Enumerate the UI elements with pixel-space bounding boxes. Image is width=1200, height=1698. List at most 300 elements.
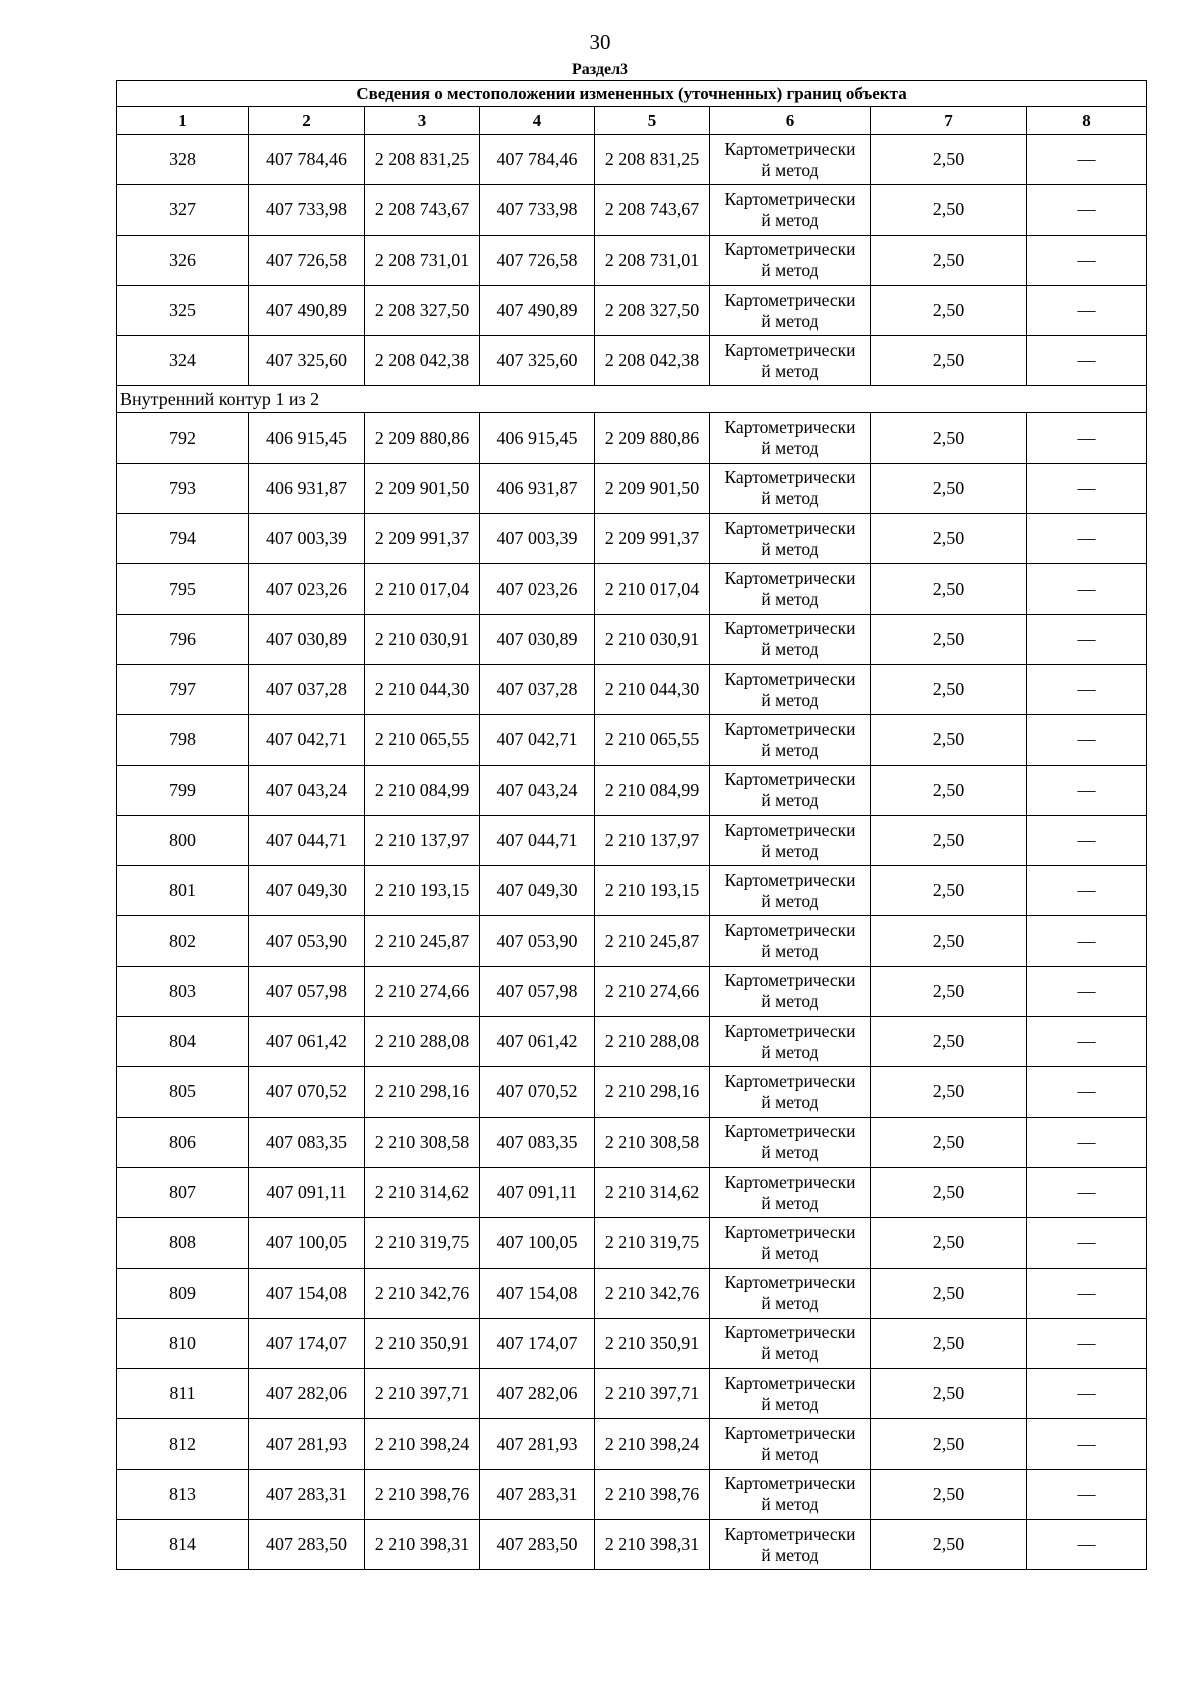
table-row [117, 185, 1147, 235]
x-new-cell: 407 100,05 [480, 1218, 595, 1268]
method-cell [710, 413, 871, 463]
method-cell [710, 135, 871, 185]
y-new-cell: 2 210 274,66 [595, 966, 710, 1016]
method-cell [710, 614, 871, 664]
x-new-cell: 407 490,89 [480, 285, 595, 335]
method-line-1: Картометрически [724, 1020, 856, 1041]
point-number-cell: 807 [117, 1167, 249, 1217]
method-cell [710, 1218, 871, 1268]
description-cell: — [1027, 1268, 1147, 1318]
method-line-2: й метод [761, 991, 819, 1012]
y-new-cell: 2 208 731,01 [595, 235, 710, 285]
point-number-cell: 804 [117, 1017, 249, 1067]
accuracy-cell: 2,50 [871, 413, 1027, 463]
table-row [117, 1520, 1147, 1570]
point-number-cell: 810 [117, 1318, 249, 1368]
table-body [117, 135, 1147, 1570]
method-line-1: Картометрически [724, 417, 856, 438]
x-existing-cell: 407 044,71 [249, 815, 365, 865]
description-cell: — [1027, 1419, 1147, 1469]
point-number-cell: 803 [117, 966, 249, 1016]
description-cell: — [1027, 1318, 1147, 1368]
method-line-1: Картометрически [724, 1070, 856, 1091]
y-new-cell: 2 210 065,55 [595, 715, 710, 765]
accuracy-cell: 2,50 [871, 1369, 1027, 1419]
method-line-2: й метод [761, 310, 819, 331]
table-row [117, 463, 1147, 513]
description-cell: — [1027, 1117, 1147, 1167]
point-number-cell: 806 [117, 1117, 249, 1167]
y-new-cell: 2 208 831,25 [595, 135, 710, 185]
x-new-cell: 406 915,45 [480, 413, 595, 463]
point-number-cell: 800 [117, 815, 249, 865]
method-line-1: Картометрически [724, 869, 856, 890]
method-cell [710, 285, 871, 335]
accuracy-cell: 2,50 [871, 1117, 1027, 1167]
description-cell: — [1027, 815, 1147, 865]
accuracy-cell: 2,50 [871, 815, 1027, 865]
y-new-cell: 2 210 397,71 [595, 1369, 710, 1419]
y-existing-cell: 2 210 044,30 [365, 664, 480, 714]
method-line-1: Картометрически [724, 1423, 856, 1444]
x-new-cell: 407 037,28 [480, 664, 595, 714]
method-cell [710, 916, 871, 966]
x-existing-cell: 407 490,89 [249, 285, 365, 335]
method-line-2: й метод [761, 1142, 819, 1163]
y-new-cell: 2 209 901,50 [595, 463, 710, 513]
x-new-cell: 407 023,26 [480, 564, 595, 614]
y-new-cell: 2 210 193,15 [595, 866, 710, 916]
method-line-2: й метод [761, 890, 819, 911]
point-number-cell: 809 [117, 1268, 249, 1318]
table-row [117, 1017, 1147, 1067]
column-number-1: 1 [117, 107, 249, 135]
accuracy-cell: 2,50 [871, 564, 1027, 614]
description-cell: — [1027, 1167, 1147, 1217]
method-line-2: й метод [761, 739, 819, 760]
x-existing-cell: 407 282,06 [249, 1369, 365, 1419]
method-line-2: й метод [761, 488, 819, 509]
y-existing-cell: 2 210 342,76 [365, 1268, 480, 1318]
point-number-cell: 794 [117, 514, 249, 564]
y-new-cell: 2 210 308,58 [595, 1117, 710, 1167]
x-existing-cell: 407 733,98 [249, 185, 365, 235]
description-cell: — [1027, 1067, 1147, 1117]
table-row [117, 765, 1147, 815]
table-caption: Сведения о местоположении измененных (уточненных) границ объекта [117, 81, 1147, 107]
method-line-2: й метод [761, 438, 819, 459]
accuracy-cell: 2,50 [871, 1520, 1027, 1570]
accuracy-cell: 2,50 [871, 1469, 1027, 1519]
table-row [117, 1117, 1147, 1167]
accuracy-cell: 2,50 [871, 1218, 1027, 1268]
x-new-cell: 407 061,42 [480, 1017, 595, 1067]
point-number-cell: 799 [117, 765, 249, 815]
x-new-cell: 407 784,46 [480, 135, 595, 185]
column-number-3: 3 [365, 107, 480, 135]
method-cell [710, 1520, 871, 1570]
table-row [117, 1218, 1147, 1268]
y-existing-cell: 2 210 030,91 [365, 614, 480, 664]
point-number-cell: 812 [117, 1419, 249, 1469]
x-new-cell: 407 283,50 [480, 1520, 595, 1570]
method-cell [710, 815, 871, 865]
method-line-1: Картометрически [724, 1171, 856, 1192]
table-row [117, 1469, 1147, 1519]
description-cell: — [1027, 463, 1147, 513]
y-existing-cell: 2 210 398,24 [365, 1419, 480, 1469]
method-line-2: й метод [761, 1192, 819, 1213]
y-new-cell: 2 210 342,76 [595, 1268, 710, 1318]
method-line-1: Картометрически [724, 517, 856, 538]
x-new-cell: 407 053,90 [480, 916, 595, 966]
method-cell [710, 1117, 871, 1167]
method-cell [710, 765, 871, 815]
method-line-1: Картометрически [724, 1473, 856, 1494]
y-existing-cell: 2 210 319,75 [365, 1218, 480, 1268]
accuracy-cell: 2,50 [871, 185, 1027, 235]
method-line-2: й метод [761, 941, 819, 962]
table-row [117, 715, 1147, 765]
x-existing-cell: 407 283,31 [249, 1469, 365, 1519]
method-line-1: Картометрически [724, 1322, 856, 1343]
y-new-cell: 2 210 288,08 [595, 1017, 710, 1067]
x-existing-cell: 407 061,42 [249, 1017, 365, 1067]
method-line-2: й метод [761, 790, 819, 811]
accuracy-cell: 2,50 [871, 765, 1027, 815]
x-existing-cell: 407 281,93 [249, 1419, 365, 1469]
table-row [117, 1268, 1147, 1318]
method-cell [710, 1067, 871, 1117]
method-line-1: Картометрически [724, 819, 856, 840]
point-number-cell: 795 [117, 564, 249, 614]
x-new-cell: 406 931,87 [480, 463, 595, 513]
method-cell [710, 1167, 871, 1217]
point-number-cell: 801 [117, 866, 249, 916]
description-cell: — [1027, 866, 1147, 916]
description-cell: — [1027, 966, 1147, 1016]
description-cell: — [1027, 413, 1147, 463]
table-row [117, 413, 1147, 463]
method-line-2: й метод [761, 360, 819, 381]
x-existing-cell: 407 049,30 [249, 866, 365, 916]
y-existing-cell: 2 210 193,15 [365, 866, 480, 916]
method-line-1: Картометрически [724, 920, 856, 941]
method-cell [710, 866, 871, 916]
x-existing-cell: 407 003,39 [249, 514, 365, 564]
accuracy-cell: 2,50 [871, 463, 1027, 513]
x-existing-cell: 407 174,07 [249, 1318, 365, 1368]
method-cell [710, 1268, 871, 1318]
column-number-5: 5 [595, 107, 710, 135]
y-existing-cell: 2 210 245,87 [365, 916, 480, 966]
method-cell [710, 463, 871, 513]
contour-label: Внутренний контур 1 из 2 [117, 386, 1147, 413]
method-line-2: й метод [761, 1544, 819, 1565]
method-line-1: Картометрически [724, 618, 856, 639]
method-cell [710, 564, 871, 614]
x-existing-cell: 407 154,08 [249, 1268, 365, 1318]
point-number-cell: 324 [117, 336, 249, 386]
x-new-cell: 407 003,39 [480, 514, 595, 564]
y-existing-cell: 2 210 084,99 [365, 765, 480, 815]
method-line-2: й метод [761, 209, 819, 230]
y-new-cell: 2 210 398,31 [595, 1520, 710, 1570]
method-cell [710, 1017, 871, 1067]
method-cell [710, 1419, 871, 1469]
boundary-coordinates-table [116, 80, 1147, 1570]
table-row [117, 135, 1147, 185]
point-number-cell: 802 [117, 916, 249, 966]
column-number-2: 2 [249, 107, 365, 135]
y-new-cell: 2 208 327,50 [595, 285, 710, 335]
description-cell: — [1027, 1469, 1147, 1519]
accuracy-cell: 2,50 [871, 614, 1027, 664]
x-existing-cell: 407 726,58 [249, 235, 365, 285]
method-cell [710, 185, 871, 235]
method-line-2: й метод [761, 1444, 819, 1465]
x-existing-cell: 407 030,89 [249, 614, 365, 664]
y-new-cell: 2 209 991,37 [595, 514, 710, 564]
method-line-2: й метод [761, 1091, 819, 1112]
method-cell [710, 514, 871, 564]
accuracy-cell: 2,50 [871, 1419, 1027, 1469]
table-row [117, 916, 1147, 966]
section-title: Раздел3 [571, 61, 629, 78]
y-existing-cell: 2 210 274,66 [365, 966, 480, 1016]
x-new-cell: 407 091,11 [480, 1167, 595, 1217]
accuracy-cell: 2,50 [871, 135, 1027, 185]
method-line-2: й метод [761, 840, 819, 861]
description-cell: — [1027, 135, 1147, 185]
table-row [117, 564, 1147, 614]
accuracy-cell: 2,50 [871, 1017, 1027, 1067]
y-existing-cell: 2 210 017,04 [365, 564, 480, 614]
table-row [117, 235, 1147, 285]
y-existing-cell: 2 208 731,01 [365, 235, 480, 285]
point-number-cell: 326 [117, 235, 249, 285]
description-cell: — [1027, 916, 1147, 966]
y-existing-cell: 2 210 398,76 [365, 1469, 480, 1519]
y-existing-cell: 2 208 042,38 [365, 336, 480, 386]
point-number-cell: 813 [117, 1469, 249, 1519]
method-line-2: й метод [761, 1343, 819, 1364]
x-existing-cell: 407 091,11 [249, 1167, 365, 1217]
point-number-cell: 325 [117, 285, 249, 335]
accuracy-cell: 2,50 [871, 514, 1027, 564]
description-cell: — [1027, 185, 1147, 235]
method-line-1: Картометрически [724, 239, 856, 260]
y-new-cell: 2 210 314,62 [595, 1167, 710, 1217]
table-row [117, 614, 1147, 664]
column-number-7: 7 [871, 107, 1027, 135]
method-line-1: Картометрически [724, 339, 856, 360]
accuracy-cell: 2,50 [871, 866, 1027, 916]
y-existing-cell: 2 210 065,55 [365, 715, 480, 765]
y-existing-cell: 2 210 397,71 [365, 1369, 480, 1419]
method-line-1: Картометрически [724, 467, 856, 488]
y-existing-cell: 2 210 398,31 [365, 1520, 480, 1570]
x-new-cell: 407 043,24 [480, 765, 595, 815]
table-row [117, 1419, 1147, 1469]
point-number-cell: 793 [117, 463, 249, 513]
method-cell [710, 336, 871, 386]
method-line-1: Картометрически [724, 718, 856, 739]
point-number-cell: 796 [117, 614, 249, 664]
x-new-cell: 407 030,89 [480, 614, 595, 664]
y-existing-cell: 2 208 743,67 [365, 185, 480, 235]
description-cell: — [1027, 514, 1147, 564]
point-number-cell: 328 [117, 135, 249, 185]
y-new-cell: 2 210 298,16 [595, 1067, 710, 1117]
x-existing-cell: 407 070,52 [249, 1067, 365, 1117]
description-cell: — [1027, 614, 1147, 664]
y-new-cell: 2 210 245,87 [595, 916, 710, 966]
x-new-cell: 407 044,71 [480, 815, 595, 865]
y-new-cell: 2 210 084,99 [595, 765, 710, 815]
y-existing-cell: 2 210 298,16 [365, 1067, 480, 1117]
method-line-2: й метод [761, 689, 819, 710]
y-new-cell: 2 210 044,30 [595, 664, 710, 714]
x-new-cell: 407 726,58 [480, 235, 595, 285]
description-cell: — [1027, 235, 1147, 285]
x-new-cell: 407 070,52 [480, 1067, 595, 1117]
table-row [117, 514, 1147, 564]
method-line-1: Картометрически [724, 1272, 856, 1293]
table-row [117, 1318, 1147, 1368]
method-cell [710, 1469, 871, 1519]
contour-label-row [117, 386, 1147, 413]
description-cell: — [1027, 1218, 1147, 1268]
method-line-2: й метод [761, 1293, 819, 1314]
x-new-cell: 407 174,07 [480, 1318, 595, 1368]
method-line-1: Картометрически [724, 1121, 856, 1142]
y-new-cell: 2 210 319,75 [595, 1218, 710, 1268]
table-row [117, 664, 1147, 714]
table-row [117, 866, 1147, 916]
point-number-cell: 798 [117, 715, 249, 765]
y-existing-cell: 2 210 308,58 [365, 1117, 480, 1167]
method-line-2: й метод [761, 1242, 819, 1263]
y-new-cell: 2 210 398,76 [595, 1469, 710, 1519]
description-cell: — [1027, 564, 1147, 614]
x-new-cell: 407 049,30 [480, 866, 595, 916]
x-existing-cell: 407 283,50 [249, 1520, 365, 1570]
description-cell: — [1027, 1017, 1147, 1067]
y-new-cell: 2 210 017,04 [595, 564, 710, 614]
x-new-cell: 407 733,98 [480, 185, 595, 235]
accuracy-cell: 2,50 [871, 1067, 1027, 1117]
y-new-cell: 2 208 042,38 [595, 336, 710, 386]
accuracy-cell: 2,50 [871, 336, 1027, 386]
point-number-cell: 808 [117, 1218, 249, 1268]
x-new-cell: 407 281,93 [480, 1419, 595, 1469]
x-existing-cell: 407 042,71 [249, 715, 365, 765]
x-new-cell: 407 057,98 [480, 966, 595, 1016]
x-existing-cell: 407 083,35 [249, 1117, 365, 1167]
y-existing-cell: 2 209 901,50 [365, 463, 480, 513]
table-row [117, 815, 1147, 865]
accuracy-cell: 2,50 [871, 1268, 1027, 1318]
y-existing-cell: 2 208 831,25 [365, 135, 480, 185]
x-new-cell: 407 042,71 [480, 715, 595, 765]
column-number-8: 8 [1027, 107, 1147, 135]
x-new-cell: 407 325,60 [480, 336, 595, 386]
x-existing-cell: 406 915,45 [249, 413, 365, 463]
accuracy-cell: 2,50 [871, 966, 1027, 1016]
point-number-cell: 805 [117, 1067, 249, 1117]
accuracy-cell: 2,50 [871, 715, 1027, 765]
method-line-2: й метод [761, 260, 819, 281]
method-line-1: Картометрически [724, 1221, 856, 1242]
accuracy-cell: 2,50 [871, 1318, 1027, 1368]
y-new-cell: 2 210 398,24 [595, 1419, 710, 1469]
x-existing-cell: 407 043,24 [249, 765, 365, 815]
table-row [117, 966, 1147, 1016]
method-cell [710, 1369, 871, 1419]
method-line-2: й метод [761, 589, 819, 610]
method-cell [710, 235, 871, 285]
method-cell [710, 664, 871, 714]
description-cell: — [1027, 1520, 1147, 1570]
method-cell [710, 1318, 871, 1368]
method-line-1: Картометрически [724, 138, 856, 159]
x-new-cell: 407 154,08 [480, 1268, 595, 1318]
accuracy-cell: 2,50 [871, 664, 1027, 714]
description-cell: — [1027, 336, 1147, 386]
description-cell: — [1027, 1369, 1147, 1419]
accuracy-cell: 2,50 [871, 916, 1027, 966]
table-row [117, 1067, 1147, 1117]
accuracy-cell: 2,50 [871, 285, 1027, 335]
method-line-2: й метод [761, 1393, 819, 1414]
column-number-row [117, 107, 1147, 135]
y-existing-cell: 2 210 288,08 [365, 1017, 480, 1067]
method-line-2: й метод [761, 1041, 819, 1062]
method-cell [710, 715, 871, 765]
y-existing-cell: 2 209 991,37 [365, 514, 480, 564]
y-new-cell: 2 209 880,86 [595, 413, 710, 463]
y-new-cell: 2 210 137,97 [595, 815, 710, 865]
y-new-cell: 2 208 743,67 [595, 185, 710, 235]
method-line-1: Картометрически [724, 970, 856, 991]
method-line-1: Картометрически [724, 188, 856, 209]
x-existing-cell: 407 057,98 [249, 966, 365, 1016]
description-cell: — [1027, 715, 1147, 765]
point-number-cell: 792 [117, 413, 249, 463]
accuracy-cell: 2,50 [871, 1167, 1027, 1217]
x-new-cell: 407 283,31 [480, 1469, 595, 1519]
point-number-cell: 814 [117, 1520, 249, 1570]
accuracy-cell: 2,50 [871, 235, 1027, 285]
y-existing-cell: 2 210 314,62 [365, 1167, 480, 1217]
table-row [117, 285, 1147, 335]
method-line-1: Картометрически [724, 1372, 856, 1393]
method-line-1: Картометрически [724, 769, 856, 790]
method-line-2: й метод [761, 159, 819, 180]
method-line-2: й метод [761, 639, 819, 660]
method-line-1: Картометрически [724, 668, 856, 689]
x-existing-cell: 407 784,46 [249, 135, 365, 185]
y-existing-cell: 2 210 137,97 [365, 815, 480, 865]
x-existing-cell: 407 100,05 [249, 1218, 365, 1268]
point-number-cell: 327 [117, 185, 249, 235]
method-line-2: й метод [761, 538, 819, 559]
x-existing-cell: 407 023,26 [249, 564, 365, 614]
point-number-cell: 797 [117, 664, 249, 714]
page-number: 30 [589, 30, 611, 54]
description-cell: — [1027, 285, 1147, 335]
